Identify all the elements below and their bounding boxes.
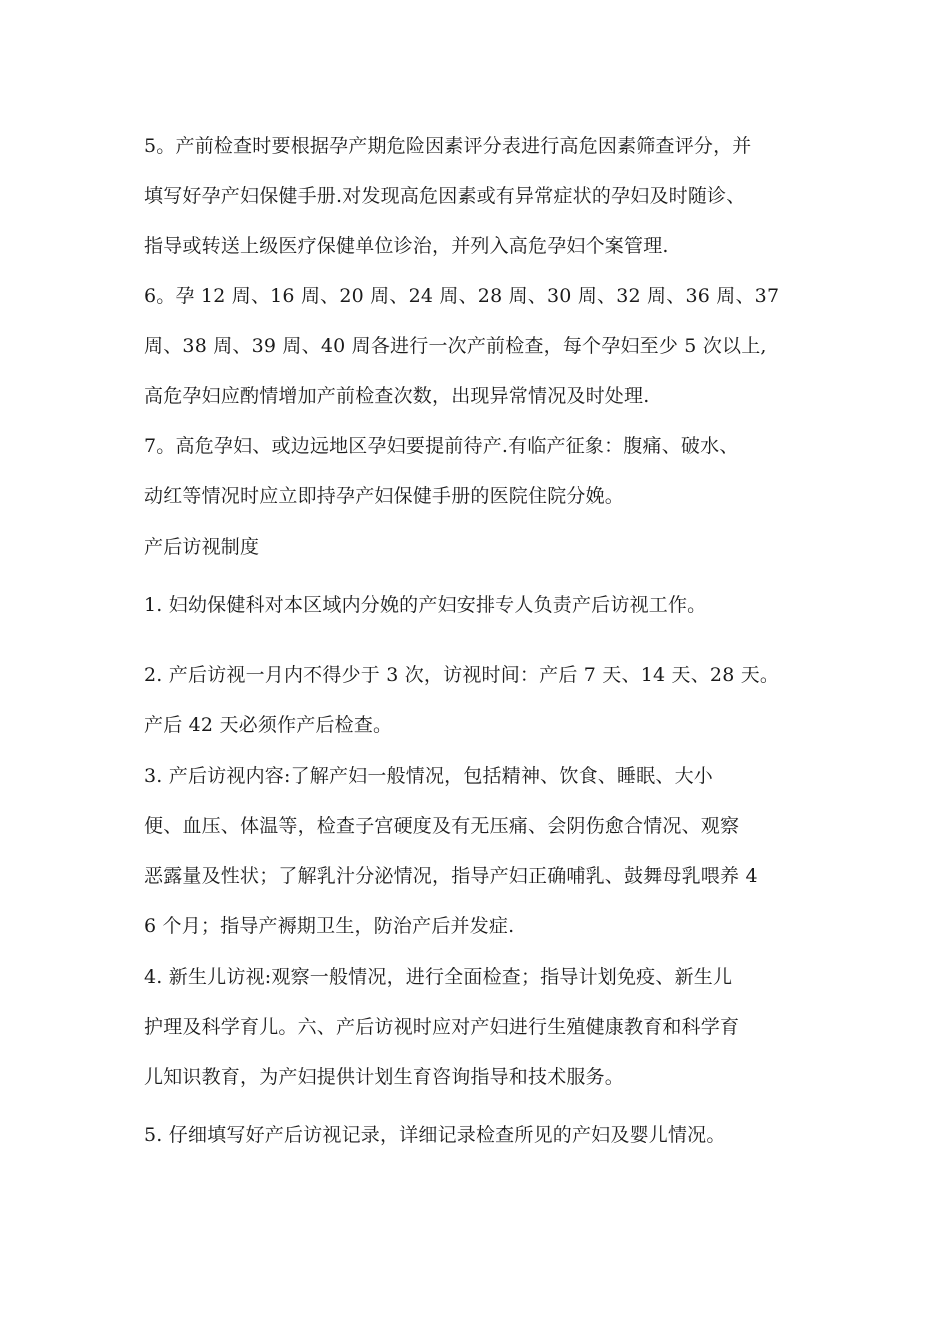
text-line: 4. 新生儿访视:观察一般情况，进行全面检查；指导计划免疫、新生儿	[144, 966, 733, 988]
text-line: 2. 产后访视一月内不得少于 3 次，访视时间：产后 7 天、14 天、28 天。	[144, 664, 780, 686]
text-line: 1. 妇幼保健科对本区域内分娩的产妇安排专人负责产后访视工作。	[144, 594, 707, 616]
text-line: 高危孕妇应酌情增加产前检查次数，出现异常情况及时处理.	[144, 385, 650, 407]
text-line: 6。孕 12 周、16 周、20 周、24 周、28 周、30 周、32 周、36 周、37	[144, 285, 780, 307]
text-line: 儿知识教育，为产妇提供计划生育咨询指导和技术服务。	[144, 1066, 625, 1088]
text-line: 5。产前检查时要根据孕产期危险因素评分表进行高危因素筛查评分，并	[144, 135, 752, 157]
text-line: 6 个月；指导产褥期卫生，防治产后并发症.	[144, 915, 515, 937]
text-line: 便、血压、体温等，检查子宫硬度及有无压痛、会阴伤愈合情况、观察	[144, 815, 740, 837]
section-heading: 产后访视制度	[144, 536, 260, 558]
text-line: 7。高危孕妇、或边远地区孕妇要提前待产.有临产征象：腹痛、破水、	[144, 435, 739, 457]
text-line: 恶露量及性状；了解乳汁分泌情况，指导产妇正确哺乳、鼓舞母乳喂养 4	[144, 865, 758, 887]
text-line: 填写好孕产妇保健手册.对发现高危因素或有异常症状的孕妇及时随诊、	[144, 185, 746, 207]
text-line: 护理及科学育儿。六、产后访视时应对产妇进行生殖健康教育和科学育	[144, 1016, 740, 1038]
text-line: 周、38 周、39 周、40 周各进行一次产前检查，每个孕妇至少 5 次以上,	[144, 335, 767, 357]
text-line: 动红等情况时应立即持孕产妇保健手册的医院住院分娩。	[144, 485, 625, 507]
text-line: 3. 产后访视内容:了解产妇一般情况，包括精神、饮食、睡眠、大小	[144, 765, 713, 787]
text-line: 指导或转送上级医疗保健单位诊治，并列入高危孕妇个案管理.	[144, 235, 669, 257]
text-line: 5. 仔细填写好产后访视记录，详细记录检查所见的产妇及婴儿情况。	[144, 1124, 726, 1146]
text-line: 产后 42 天必须作产后检查。	[144, 714, 393, 736]
